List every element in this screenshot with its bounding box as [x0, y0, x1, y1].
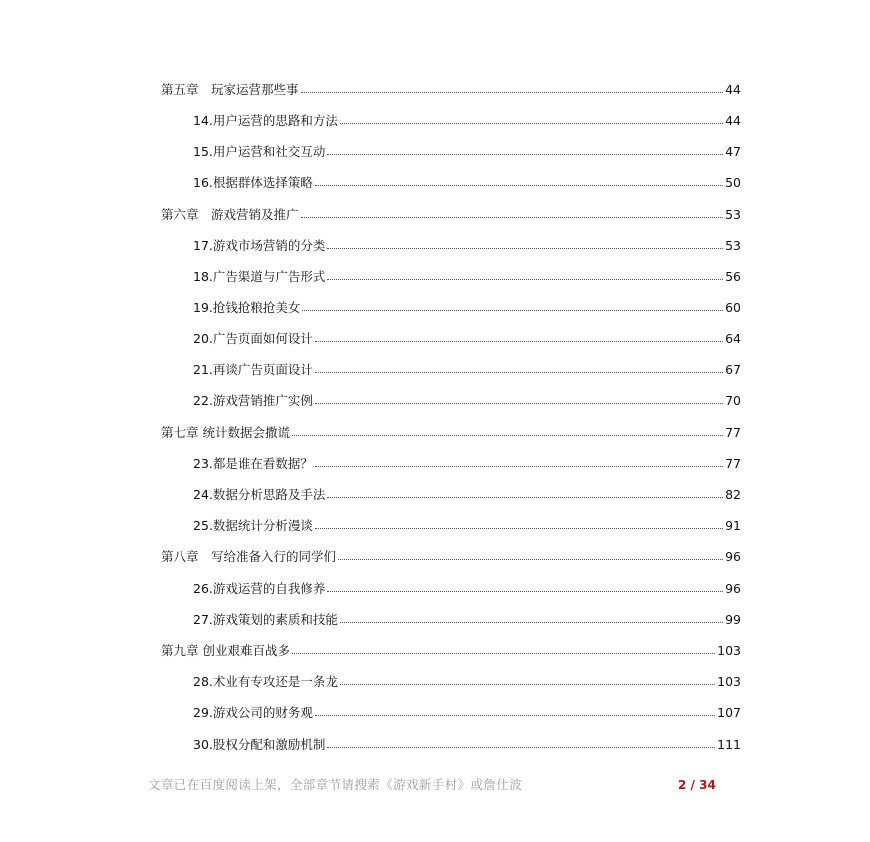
toc-leader-dots — [340, 123, 723, 124]
toc-chapter-8[interactable] — [161, 545, 741, 565]
toc-page-number: 56 — [725, 269, 741, 284]
toc-section-28[interactable] — [193, 670, 741, 690]
toc-leader-dots — [338, 559, 723, 560]
toc-title: 24.数据分析思路及手法 — [193, 487, 326, 502]
toc-section-27[interactable] — [193, 608, 741, 628]
toc-page-number: 107 — [717, 705, 741, 720]
toc-title: 20.广告页面如何设计 — [193, 331, 313, 346]
toc-section-22[interactable] — [193, 389, 741, 409]
toc-page-number: 103 — [717, 643, 741, 658]
toc-page-number: 47 — [725, 144, 741, 159]
footer-note: 文章已在百度阅读上架，全部章节请搜索《游戏新手村》或詹仕波 — [148, 777, 523, 792]
toc-leader-dots — [292, 435, 723, 436]
toc-section-14[interactable] — [193, 109, 741, 129]
toc-chapter-7[interactable] — [161, 421, 741, 441]
toc-section-26[interactable] — [193, 577, 741, 597]
toc-page-number: 67 — [725, 362, 741, 377]
toc-leader-dots — [340, 622, 723, 623]
toc-leader-dots — [315, 403, 723, 404]
toc-leader-dots — [315, 715, 715, 716]
toc-section-18[interactable] — [193, 265, 741, 285]
toc-page-number: 77 — [725, 456, 741, 471]
toc-leader-dots — [315, 466, 723, 467]
toc-title: 14.用户运营的思路和方法 — [193, 113, 338, 128]
toc-leader-dots — [327, 279, 723, 280]
page-footer — [148, 776, 728, 796]
toc-chapter-6[interactable] — [161, 203, 741, 223]
toc-page-number: 99 — [725, 612, 741, 627]
toc-leader-dots — [315, 341, 723, 342]
toc-title: 26.游戏运营的自我修养 — [193, 581, 326, 596]
toc-title: 30.股权分配和激励机制 — [193, 737, 326, 752]
toc-leader-dots — [327, 497, 723, 498]
toc-chapter-9[interactable] — [161, 639, 741, 659]
toc-leader-dots — [327, 248, 723, 249]
toc-leader-dots — [301, 217, 724, 218]
toc-leader-dots — [327, 154, 723, 155]
toc-title: 第九章 创业艰难百战多 — [161, 643, 290, 658]
toc-title: 27.游戏策划的素质和技能 — [193, 612, 338, 627]
toc-title: 25.数据统计分析漫谈 — [193, 518, 313, 533]
toc-page-number: 53 — [725, 238, 741, 253]
toc-page-number: 64 — [725, 331, 741, 346]
page-indicator: 2 / 34 — [678, 778, 716, 792]
toc-title: 第六章 游戏营销及推广 — [161, 207, 299, 222]
toc-leader-dots — [301, 92, 724, 93]
toc-page-number: 96 — [725, 549, 741, 564]
toc-section-16[interactable] — [193, 171, 741, 191]
toc-leader-dots — [315, 185, 723, 186]
toc-title: 15.用户运营和社交互动 — [193, 144, 326, 159]
toc-page-number: 50 — [725, 175, 741, 190]
toc-page-number: 44 — [725, 82, 741, 97]
toc-section-20[interactable] — [193, 327, 741, 347]
toc-title: 21.再谈广告页面设计 — [193, 362, 313, 377]
toc-title: 第七章 统计数据会撒谎 — [161, 425, 290, 440]
toc-title: 第五章 玩家运营那些事 — [161, 82, 299, 97]
toc-section-21[interactable] — [193, 358, 741, 378]
toc-page-number: 111 — [717, 737, 741, 752]
toc-page-number: 96 — [725, 581, 741, 596]
toc-leader-dots — [327, 747, 715, 748]
toc-section-19[interactable] — [193, 296, 741, 316]
toc-leader-dots — [315, 528, 723, 529]
toc-section-25[interactable] — [193, 514, 741, 534]
toc-section-30[interactable] — [193, 733, 741, 753]
toc-page-number: 53 — [725, 207, 741, 222]
toc-title: 22.游戏营销推广实例 — [193, 393, 313, 408]
toc-page-number: 77 — [725, 425, 741, 440]
toc-page-number: 70 — [725, 393, 741, 408]
toc-section-15[interactable] — [193, 140, 741, 160]
toc-leader-dots — [292, 653, 715, 654]
toc-leader-dots — [315, 372, 723, 373]
toc-title: 第八章 写给准备入行的同学们 — [161, 549, 337, 564]
toc-title: 29.游戏公司的财务观 — [193, 705, 313, 720]
toc-page-number: 91 — [725, 518, 741, 533]
toc-leader-dots — [302, 310, 723, 311]
toc-title: 23.都是谁在看数据？ — [193, 456, 313, 471]
toc-title: 17.游戏市场营销的分类 — [193, 238, 326, 253]
toc-chapter-5[interactable] — [161, 78, 741, 98]
toc-leader-dots — [340, 684, 715, 685]
toc-leader-dots — [327, 591, 723, 592]
toc-page-number: 103 — [717, 674, 741, 689]
toc-title: 19.抢钱抢粮抢美女 — [193, 300, 301, 315]
toc-page-number: 60 — [725, 300, 741, 315]
toc-section-24[interactable] — [193, 483, 741, 503]
toc-title: 18.广告渠道与广告形式 — [193, 269, 326, 284]
toc-section-17[interactable] — [193, 234, 741, 254]
toc-title: 28.术业有专攻还是一条龙 — [193, 674, 338, 689]
toc-title: 16.根据群体选择策略 — [193, 175, 313, 190]
toc-section-23[interactable] — [193, 452, 741, 472]
toc-section-29[interactable] — [193, 701, 741, 721]
toc-page-number: 44 — [725, 113, 741, 128]
toc-page-number: 82 — [725, 487, 741, 502]
